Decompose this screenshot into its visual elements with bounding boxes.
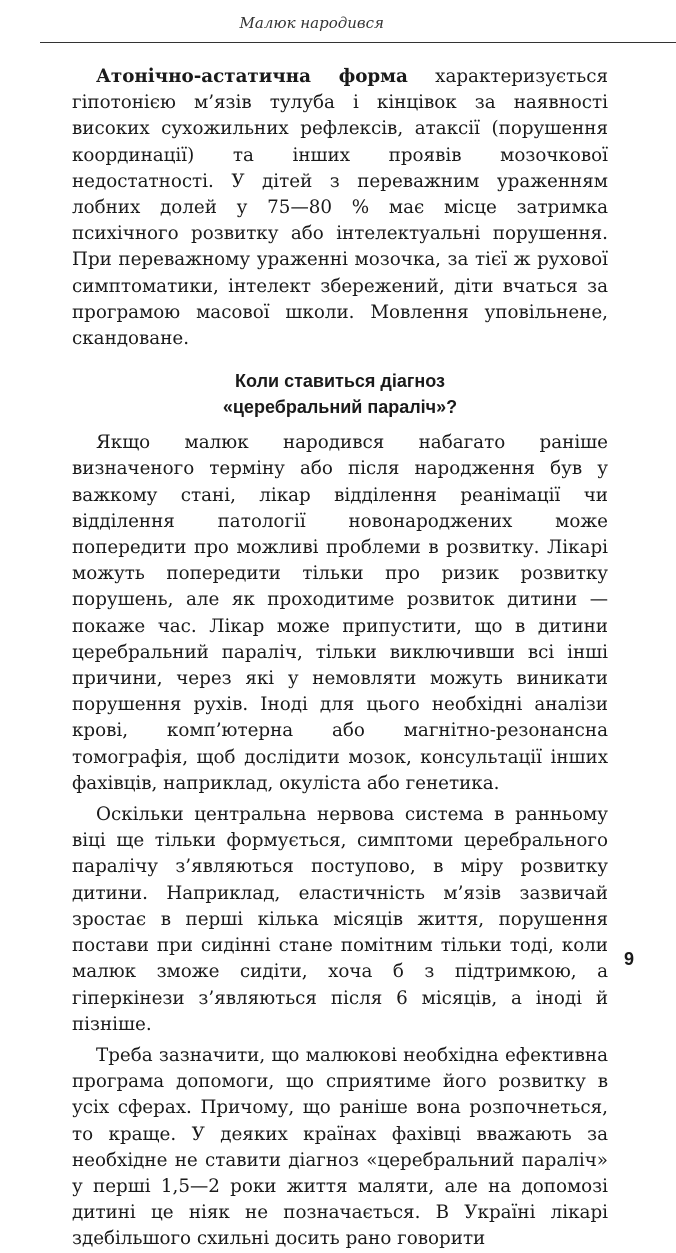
section-heading-line-1: Коли ставиться діагноз xyxy=(235,371,445,392)
paragraph-atonic-form xyxy=(72,64,608,352)
paragraph-early-help: Треба зазначити, що малюкові необхідна ефективна програма допомоги, що сприятиме його розвитку в усіх сферах. Причому, що раніше вона розпочнеться, то краще. У деяких країнах фахівці вважають за необхідне не ставити діагноз «церебральний параліч» у перші 1,5—2 роки життя маляти, але на допомозі дитині це ніяк не позначається. В Україні лікарі здебільшого схильні досить рано говорити xyxy=(72,1044,608,1250)
running-header xyxy=(40,0,676,43)
page-body xyxy=(72,64,608,1253)
section-heading-line-2: «церебральний параліч»? xyxy=(222,397,458,418)
running-title: Малюк народився xyxy=(239,14,384,32)
term-atonic-astatic-form: Атонічно-астатична форма xyxy=(96,66,408,87)
paragraph-atonic-form-text: характеризується гіпотонією м’язів тулуба і кінцівок за наявності високих сухожильних рефлексів, атаксії (порушення координації) та інших проявів мозочкової недостатності. У дітей з переважним ураженням лобних долей у 75—80 % має місце затримка психічного розвитку або інтелектуальні порушення. При переважному ураженні мозочка, за тієї ж рухової симптоматики, інтелект збережений, діти вчаться за програмою масової школи. Мовлення уповільнене, скандоване. xyxy=(72,66,608,350)
paragraph-diagnosis-timing: Якщо малюк народився набагато раніше визначеного терміну або після народження був у важкому стані, лікар відділення реанімації чи відділення патології новонароджених може попередити про можливі проблеми в розвитку. Лікарі можуть попередити тільки про ризик розвитку порушень, але як проходитиме розвиток дитини — покаже час. Лікар може припустити, що в дитини церебральний параліч, тільки виключивши всі інші причини, через які у немовляти можуть виникати порушення рухів. Іноді для цього необхідні аналізи крові, комп’ютерна або магнітно-резонансна томографія, щоб дослідити мозок, консультації інших фахівців, наприклад, окуліста або генетика. xyxy=(72,432,608,794)
page-number: 9 xyxy=(623,949,634,969)
paragraph-cns-development: Оскільки центральна нервова система в ранньому віці ще тільки формується, симптоми церебрального паралічу з’являються поступово, в міру розвитку дитини. Наприклад, еластичність м’язів зазвичай зростає в перші кілька місяців життя, порушення постави при сидінні стане помітним тільки тоді, коли малюк зможе сидіти, хоча б з підтримкою, а гіперкінези з’являються після 6 місяців, а іноді й пізніше. xyxy=(72,804,608,1035)
section-heading xyxy=(72,368,608,420)
